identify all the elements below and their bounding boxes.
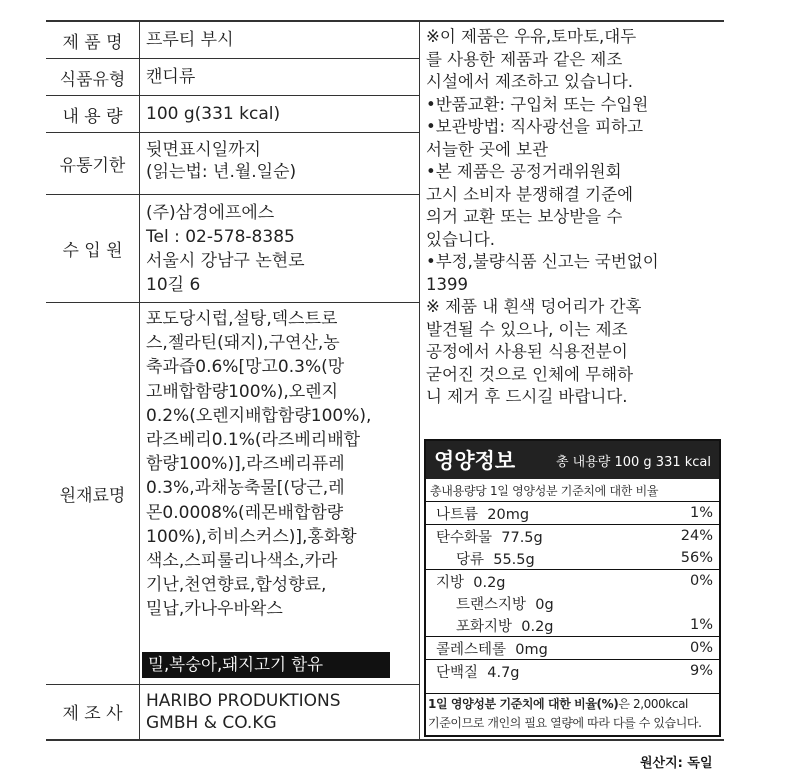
ingredient-line: 포도당시럽,설탕,덱스트로 xyxy=(146,309,338,329)
ingredient-line: 스,젤라틴(돼지),구연산,농 xyxy=(146,333,340,354)
nutrition-footnote xyxy=(426,693,719,735)
note-line: •부정,불량식품 신고는 국번없이 xyxy=(426,252,659,271)
expiry-label: 유통기한 xyxy=(59,156,126,176)
note-line: 발견될 수 있으나, 이는 제조 xyxy=(426,319,628,339)
nutrient-row-cholesterol xyxy=(426,637,719,660)
note-line: ※이 제품은 우유,토마토,대두 xyxy=(426,27,637,46)
nutrient-pct: 56% xyxy=(680,550,713,566)
ingredient-line: 0.2%(오렌지배합함량100%), xyxy=(146,405,372,426)
note-line: 서늘한 곳에 보관 xyxy=(426,139,549,159)
ingredient-line: 기난,천연향료,합성향료, xyxy=(146,575,327,596)
nutrient-name-amount: 포화지방 0.2g xyxy=(456,618,554,635)
ingredient-line: 축과즙0.6%[망고0.3%(망 xyxy=(146,357,345,378)
note-line: 굳어진 것으로 인체에 무해하 xyxy=(426,364,634,384)
nutrient-pct: 9% xyxy=(689,663,713,679)
footnote-text: 기준이므로 개인의 필요 열량에 따라 다를 수 있습니다. xyxy=(428,716,702,730)
nutrient-row-sodium xyxy=(426,502,719,525)
note-line: •본 제품은 공정거래위원회 xyxy=(426,162,622,181)
nutrient-pct: 24% xyxy=(680,528,713,544)
note-line: •반품교환: 구입처 또는 수입원 xyxy=(426,94,649,114)
manufacturer-line: GMBH & CO.KG xyxy=(146,713,277,733)
contents-value: 100 g(331 kcal) xyxy=(146,104,281,124)
expiry-line: (읽는법: 년.월.일순) xyxy=(146,162,297,182)
note-line: 를 사용한 제품과 같은 제조 xyxy=(426,49,623,69)
notes-block xyxy=(426,26,718,409)
nutrient-row-saturated-fat xyxy=(426,614,719,637)
ingredient-line: 밀납,카나우바왁스 xyxy=(146,599,283,620)
note-line: 공정에서 사용된 식용전분이 xyxy=(426,342,628,361)
ingredient-line: 함량100%)],라즈베리퓨레 xyxy=(146,454,345,475)
manufacturer-line: HARIBO PRODUKTIONS xyxy=(146,691,341,711)
nutrient-name-amount: 나트륨 20mg xyxy=(436,506,530,523)
importer-line: Tel : 02-578-8385 xyxy=(146,227,295,247)
nutrient-name-amount: 지방 0.2g xyxy=(436,574,506,591)
ingredient-line: 고배합함량100%),오렌지 xyxy=(146,381,339,402)
importer-label: 수 입 원 xyxy=(62,241,123,261)
nutrition-total: 총 내용량 100 g 331 kcal xyxy=(555,454,711,470)
ingredient-line: 0.3%,과채농축물[(당근,레 xyxy=(146,478,345,499)
nutrient-pct: 1% xyxy=(689,505,713,521)
ingredient-line: 몬0.0008%(레몬배합함량 xyxy=(146,502,344,523)
nutrient-row-sugars xyxy=(426,547,719,570)
ingredient-line: 100%),히비스커스)],홍화황 xyxy=(146,526,357,547)
nutrient-name-amount: 콜레스테롤 0mg xyxy=(436,641,548,658)
product-name-label: 제 품 명 xyxy=(62,32,123,53)
nutrient-row-protein xyxy=(426,660,719,682)
note-line: 고시 소비자 분쟁해결 기준에 xyxy=(426,184,634,204)
expiry-value xyxy=(146,139,416,183)
nutrient-name-amount: 트랜스지방 0g xyxy=(456,596,554,613)
importer-value xyxy=(146,201,416,297)
footnote-bold: 1일 영양성분 기준치에 대한 비율(%) xyxy=(428,697,619,711)
manufacturer-label: 제 조 사 xyxy=(62,703,123,724)
importer-line: 10길 6 xyxy=(146,275,201,295)
contents-label: 내 용 량 xyxy=(62,106,123,127)
nutrient-pct: 1% xyxy=(689,617,713,633)
nutrient-row-carbs xyxy=(426,525,719,547)
importer-line: 서울시 강남구 논현로 xyxy=(146,251,305,271)
ingredient-line: 색소,스피룰리나색소,카라 xyxy=(146,551,338,572)
nutrient-name-amount: 당류 55.5g xyxy=(456,551,535,568)
note-line: ※ 제품 내 흰색 덩어리가 간혹 xyxy=(426,297,642,316)
food-type-value: 캔디류 xyxy=(146,67,196,87)
country-of-origin: 원산지: 독일 xyxy=(640,756,713,771)
nutrient-pct: 0% xyxy=(689,573,713,589)
note-line: 1399 xyxy=(426,274,468,294)
note-line: •보관방법: 직사광선을 피하고 xyxy=(426,117,644,136)
note-line: 니 제거 후 드시길 바랍니다. xyxy=(426,387,628,406)
note-line: 의거 교환 또는 보상받을 수 xyxy=(426,207,623,226)
manufacturer-value xyxy=(146,690,416,734)
ingredient-line: 라즈베리0.1%(라즈베리배합 xyxy=(146,430,361,451)
food-type-label: 식품유형 xyxy=(59,69,126,90)
allergen-badge: 밀,복숭아,돼지고기 함유 xyxy=(142,652,390,678)
expiry-line: 뒷면표시일까지 xyxy=(146,140,261,160)
nutrient-name-amount: 탄수화물 77.5g xyxy=(436,529,543,546)
nutrition-title: 영양정보 xyxy=(434,449,516,473)
nutrient-pct: 0% xyxy=(689,640,713,656)
ingredients-value xyxy=(146,307,416,622)
footnote-text: 은 2,000kcal xyxy=(618,697,688,711)
nutrient-row-trans-fat xyxy=(426,592,719,614)
note-line: 시설에서 제조하고 있습니다. xyxy=(426,72,634,91)
ingredients-label: 원재료명 xyxy=(59,486,126,506)
nutrition-subheader: 총내용량당 1일 영양성분 기준치에 대한 비율 xyxy=(426,479,719,502)
importer-line: (주)삼경에프에스 xyxy=(146,203,275,223)
nutrient-name-amount: 단백질 4.7g xyxy=(436,664,520,681)
nutrient-row-fat xyxy=(426,570,719,592)
nutrition-header xyxy=(426,441,719,479)
product-name-value: 프루티 부시 xyxy=(146,30,234,50)
note-line: 있습니다. xyxy=(426,229,496,249)
label-table xyxy=(46,20,724,741)
nutrition-panel xyxy=(424,439,721,737)
